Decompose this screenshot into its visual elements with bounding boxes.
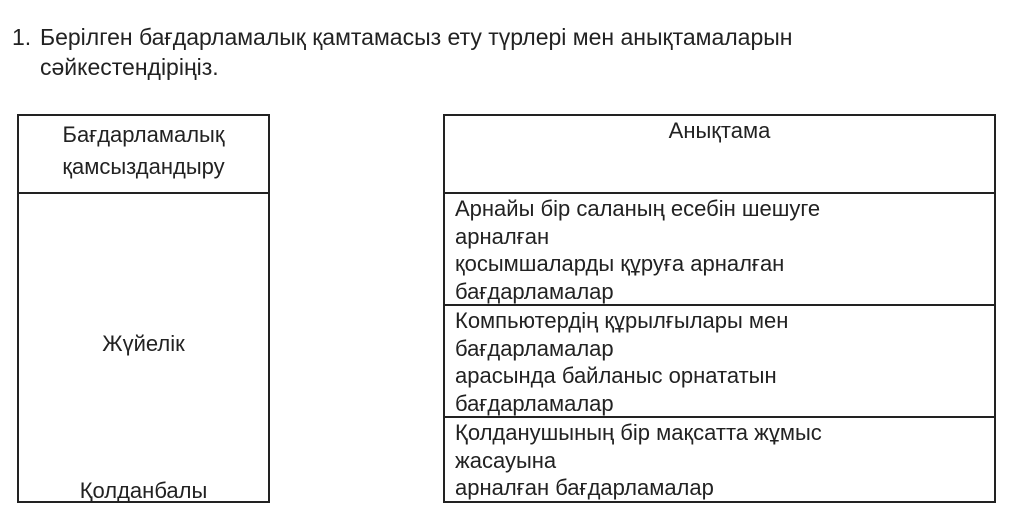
definition-line: арасында байланыс орнататын бағдарламалар xyxy=(455,363,777,416)
definition-line: қосымшаларды құруға арналған бағдарламалар xyxy=(455,251,785,304)
question-text: Берілген бағдарламалық қамтамасыз ету түрлері мен анықтамаларын сәйкестендіріңіз. xyxy=(40,24,793,80)
definition-line: Қолданушының бір мақсатта жұмыс жасауына xyxy=(455,420,822,473)
row-divider xyxy=(445,416,994,418)
definition-line: арналған бағдарламалар xyxy=(455,475,714,500)
definition-line: Арнайы бір саланың есебін шешуге арналған xyxy=(455,196,821,249)
definitions-table xyxy=(443,114,996,503)
left-header-line1: Бағдарламалық xyxy=(62,122,225,147)
left-header-line2: қамсыздандыру xyxy=(62,154,225,179)
right-header: Анықтама xyxy=(445,116,994,194)
row-divider xyxy=(445,304,994,306)
definition-row xyxy=(445,195,994,305)
definition-row xyxy=(445,419,994,502)
definition-row xyxy=(445,307,994,417)
left-header xyxy=(19,116,268,194)
software-type-application: Қолданбалы xyxy=(79,478,208,503)
software-type-system: Жүйелік xyxy=(102,331,185,356)
question-number: 1. xyxy=(12,24,32,50)
software-types-table xyxy=(17,114,270,503)
definition-line: Компьютердің құрылғылары мен бағдарламалар xyxy=(455,308,789,361)
